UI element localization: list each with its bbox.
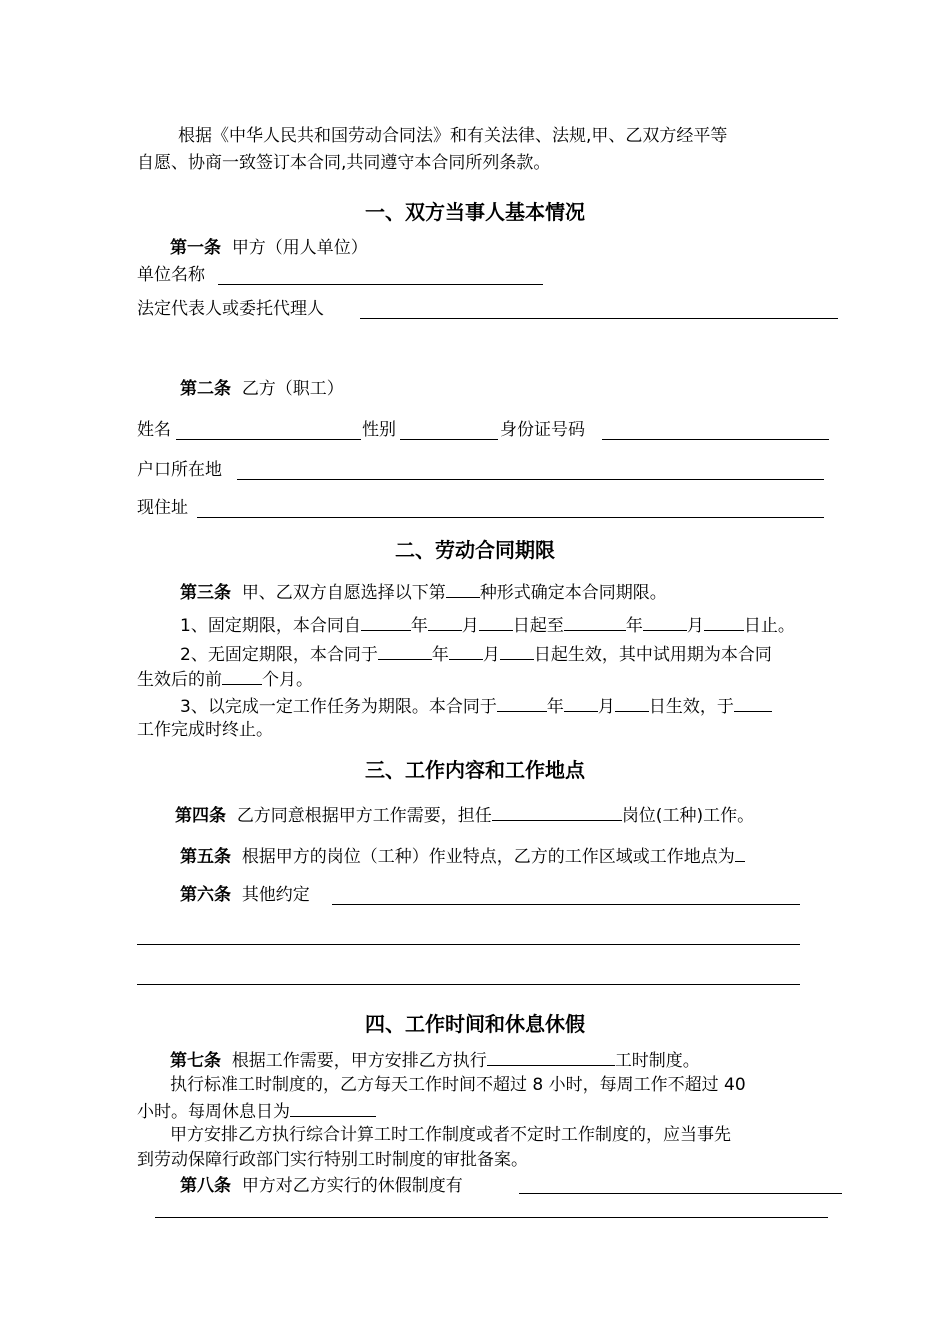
option-2-text-b: 日起生效，其中试用期为本合同	[533, 645, 772, 665]
o1-end-month-field[interactable]	[643, 613, 687, 631]
other-terms-field-2[interactable]	[137, 944, 800, 945]
rest-day-label: 小时。每周休息日为	[137, 1102, 290, 1122]
day-end-label: 日止。	[743, 616, 795, 636]
month-label: 月	[461, 616, 479, 636]
o1-start-day-field[interactable]	[479, 613, 513, 631]
rest-day-field[interactable]	[290, 1099, 376, 1117]
months-label: 个月。	[262, 670, 313, 690]
other-terms-field-1[interactable]	[332, 904, 800, 905]
unit-name-field[interactable]	[218, 284, 543, 285]
name-label: 姓名	[137, 420, 171, 440]
article-7-label: 第七条	[170, 1051, 221, 1071]
article-8	[180, 1175, 463, 1197]
article-6-label: 第六条	[180, 885, 231, 905]
article-6-text: 其他约定	[241, 885, 310, 905]
option-3-text: 3、以完成一定工作任务为期限。本合同于	[180, 697, 497, 717]
section-1-title: 一、双方当事人基本情况	[365, 200, 585, 224]
id-number-label: 身份证号码	[500, 420, 585, 440]
o3-month-field[interactable]	[564, 694, 598, 712]
article-3-text-b: 种形式确定本合同期限。	[479, 583, 667, 603]
article-5-text: 根据甲方的岗位（工种）作业特点，乙方的工作区域或工作地点为	[241, 847, 735, 867]
o1-start-month-field[interactable]	[428, 613, 462, 631]
article-8-text: 甲方对乙方实行的休假制度有	[241, 1176, 463, 1196]
o1-start-year-field[interactable]	[361, 613, 411, 631]
article-3	[180, 580, 667, 604]
article-8-label: 第八条	[180, 1176, 231, 1196]
article-5	[180, 844, 745, 868]
article-1-text: 甲方（用人单位）	[231, 238, 368, 258]
position-field[interactable]	[492, 803, 622, 821]
other-terms-field-3[interactable]	[137, 984, 800, 985]
article-1	[170, 237, 368, 259]
legal-rep-label: 法定代表人或委托代理人	[137, 299, 324, 319]
option-2-cont-text: 生效后的前	[137, 670, 222, 690]
option-3-text-b: 日生效，于	[648, 697, 734, 717]
section-3-title: 三、工作内容和工作地点	[365, 758, 585, 782]
probation-months-field[interactable]	[222, 667, 262, 685]
intro-line-2: 自愿、协商一致签订本合同,共同遵守本合同所列条款。	[137, 153, 551, 173]
section-2-title: 二、劳动合同期限	[395, 538, 555, 562]
hukou-label: 户口所在地	[137, 460, 222, 480]
work-location-field[interactable]	[735, 844, 745, 862]
article-7-text-a: 根据工作需要，甲方安排乙方执行	[231, 1051, 487, 1071]
month-label: 月	[597, 697, 615, 717]
o2-year-field[interactable]	[378, 642, 432, 660]
article-2	[180, 378, 344, 400]
option-1	[180, 613, 795, 637]
option-3-cont: 工作完成时终止。	[137, 720, 273, 740]
article-3-label: 第三条	[180, 583, 231, 603]
address-field[interactable]	[197, 517, 824, 518]
option-2-cont	[137, 667, 313, 691]
leave-system-field-1[interactable]	[519, 1193, 842, 1194]
special-hours-line-2: 到劳动保障行政部门实行特别工时制度的审批备案。	[137, 1150, 528, 1170]
o3-task-field[interactable]	[734, 694, 772, 712]
article-3-text-a: 甲、乙双方自愿选择以下第	[241, 583, 446, 603]
o2-day-field[interactable]	[500, 642, 534, 660]
month-label: 月	[686, 616, 704, 636]
article-5-label: 第五条	[180, 847, 231, 867]
standard-hours-line-2	[137, 1099, 376, 1123]
year-label: 年	[546, 697, 564, 717]
hukou-field[interactable]	[237, 479, 824, 480]
name-field[interactable]	[176, 439, 361, 440]
o3-day-field[interactable]	[615, 694, 649, 712]
o1-end-year-field[interactable]	[564, 613, 626, 631]
option-2	[180, 642, 772, 666]
working-hours-system-field[interactable]	[487, 1048, 615, 1066]
gender-label: 性别	[362, 420, 396, 440]
article-1-label: 第一条	[170, 238, 221, 258]
article-6	[180, 884, 310, 906]
option-3	[180, 694, 772, 718]
id-number-field[interactable]	[602, 439, 829, 440]
year-label: 年	[431, 645, 449, 665]
option-2-text: 2、无固定期限，本合同于	[180, 645, 378, 665]
article-7-text-b: 工时制度。	[614, 1051, 700, 1071]
o3-year-field[interactable]	[497, 694, 547, 712]
article-2-label: 第二条	[180, 379, 231, 399]
legal-rep-field[interactable]	[360, 318, 838, 319]
year-label: 年	[410, 616, 428, 636]
article-4-text-b: 岗位(工种)工作。	[621, 806, 755, 826]
intro-line-1: 根据《中华人民共和国劳动合同法》和有关法律、法规,甲、乙双方经平等	[178, 126, 728, 146]
day-to-label: 日起至	[512, 616, 564, 636]
article-4-label: 第四条	[175, 806, 226, 826]
article-2-text: 乙方（职工）	[241, 379, 344, 399]
leave-system-field-2[interactable]	[155, 1217, 828, 1218]
unit-name-label: 单位名称	[137, 265, 205, 285]
article-4-text-a: 乙方同意根据甲方工作需要，担任	[236, 806, 492, 826]
year-label: 年	[625, 616, 643, 636]
o2-month-field[interactable]	[449, 642, 483, 660]
month-label: 月	[482, 645, 500, 665]
article-7	[170, 1048, 700, 1072]
form-choice-field[interactable]	[446, 580, 480, 598]
address-label: 现住址	[137, 498, 188, 518]
section-4-title: 四、工作时间和休息休假	[365, 1012, 585, 1036]
option-1-text: 1、固定期限，本合同自	[180, 616, 361, 636]
standard-hours-line-1: 执行标准工时制度的，乙方每天工作时间不超过 8 小时，每周工作不超过 40	[170, 1075, 746, 1095]
special-hours-line-1: 甲方安排乙方执行综合计算工时工作制度或者不定时工作制度的，应当事先	[170, 1125, 731, 1145]
o1-end-day-field[interactable]	[704, 613, 744, 631]
gender-field[interactable]	[400, 439, 498, 440]
article-4	[175, 803, 754, 827]
